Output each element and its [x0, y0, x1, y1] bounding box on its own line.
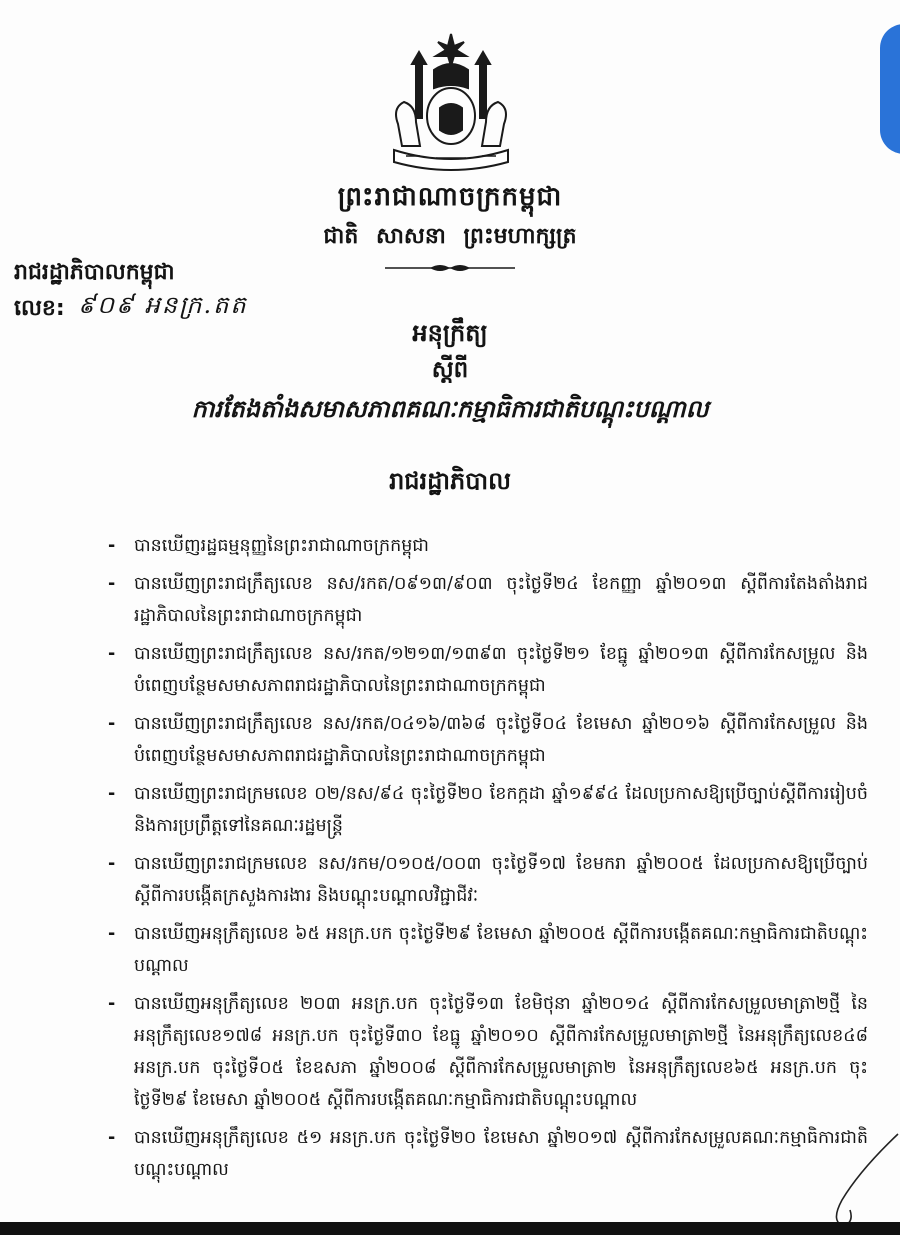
bullet-dash: -	[108, 784, 116, 804]
clause-item	[108, 848, 868, 912]
clause-text: បានឃើញព្រះរាជក្រឹត្យលេខ នស/រកត/០៩១៣/៩០៣ ចុះថ្ងៃទី២៤ ខែកញ្ញា ឆ្នាំ២០១៣ ស្តីពីការតែងតាំងរាជរដ្ឋាភិបាលនៃព្រះរាជាណាចក្រកម្ពុជា	[134, 574, 868, 626]
clause-text: បានឃើញព្រះរាជក្រមលេខ ០២/នស/៩៤ ចុះថ្ងៃទី២០ ខែកក្កដា ឆ្នាំ១៩៩៤ ដែលប្រកាសឱ្យប្រើច្បាប់ស្តីពីការរៀបចំ និងការប្រព្រឹត្តទៅនៃគណៈរដ្ឋមន្ត្រី	[134, 784, 868, 836]
bottom-bar	[0, 1222, 900, 1235]
scroll-indicator[interactable]	[880, 24, 900, 154]
clause-text: បានឃើញអនុក្រឹត្យលេខ ២០៣ អនក្រ.បក ចុះថ្ងៃទី១៣ ខែមិថុនា ឆ្នាំ២០១៤ ស្តីពីការកែសម្រួលមាត្រា២ថ្មី នៃអនុក្រឹត្យលេខ១៧៨ អនក្រ.បក ចុះថ្ងៃទី៣០ ខែធ្នូ ឆ្នាំ២០១០ ស្តីពីការកែសម្រួលមាត្រា២ថ្មី នៃអនុក្រឹត្យលេខ៤៨ អនក្រ.បក ចុះថ្ងៃទី០៥ ខែឧសភា ឆ្នាំ២០០៨ ស្តីពីការកែសម្រួលមាត្រា២ នៃអនុក្រឹត្យលេខ៦៥ អនក្រ.បក ចុះថ្ងៃទី២៩ ខែមេសា ឆ្នាំ២០០៥ ស្តីពីការបង្កើតគណៈកម្មាធិការជាតិបណ្តុះបណ្តាល	[134, 994, 868, 1110]
signature-stroke	[820, 1130, 900, 1230]
bullet-dash: -	[108, 1128, 116, 1148]
ornament-divider	[385, 262, 515, 274]
government-name: រាជរដ្ឋាភិបាលកម្ពុជា	[14, 260, 175, 285]
clause-text: បានឃើញអនុក្រឹត្យលេខ ៦៥ អនក្រ.បក ចុះថ្ងៃទី២៩ ខែមេសា ឆ្នាំ២០០៥ ស្តីពីការបង្កើតគណៈកម្មាធិការជាតិបណ្តុះបណ្តាល	[134, 924, 868, 976]
clause-text: បានឃើញព្រះរាជក្រមលេខ នស/រកម/០១០៥/០០៣ ចុះថ្ងៃទី១៧ ខែមករា ឆ្នាំ២០០៥ ដែលប្រកាសឱ្យប្រើច្បាប់ស្តីពីការបង្កើតក្រសួងការងារ និងបណ្តុះបណ្តាលវិជ្ជាជីវៈ	[134, 854, 868, 906]
kingdom-title: ព្រះរាជាណាចក្រកម្ពុជា	[337, 182, 563, 212]
clause-item	[108, 1122, 868, 1186]
bullet-dash: -	[108, 994, 116, 1014]
document-subject: ការតែងតាំងសមាសភាពគណៈកម្មាធិការជាតិបណ្តុះបណ្តាល	[191, 395, 709, 423]
clause-item	[108, 778, 868, 842]
bullet-dash: -	[108, 924, 116, 944]
document-type: អនុក្រឹត្យ	[412, 319, 488, 347]
preamble-clauses	[108, 530, 868, 1192]
clause-text: បានឃើញព្រះរាជក្រឹត្យលេខ នស/រកត/១២១៣/១៣៩៣ ចុះថ្ងៃទី២១ ខែធ្នូ ឆ្នាំ២០១៣ ស្តីពីការកែសម្រួល និងបំពេញបន្ថែមសមាសភាពរាជរដ្ឋាភិបាលនៃព្រះរាជាណាចក្រកម្ពុជា	[134, 644, 868, 696]
bullet-dash: -	[108, 574, 116, 594]
bullet-dash: -	[108, 536, 116, 556]
kingdom-motto: ជាតិ សាសនា ព្រះមហាក្សត្រ	[323, 224, 577, 249]
clause-item	[108, 568, 868, 632]
bullet-dash: -	[108, 644, 116, 664]
bullet-dash: -	[108, 714, 116, 734]
clause-text: បានឃើញអនុក្រឹត្យលេខ ៥១ អនក្រ.បក ចុះថ្ងៃទី២០ ខែមេសា ឆ្នាំ២០១៧ ស្តីពីការកែសម្រួលគណៈកម្មាធិការជាតិបណ្តុះបណ្តាល	[134, 1128, 868, 1180]
clause-item	[108, 638, 868, 702]
clause-item	[108, 918, 868, 982]
issuer-heading: រាជរដ្ឋាភិបាល	[389, 467, 511, 495]
royal-emblem-icon	[376, 28, 526, 178]
bullet-dash: -	[108, 854, 116, 874]
clause-item	[108, 988, 868, 1116]
decree-number-label: លេខ:	[14, 296, 65, 321]
clause-text: បានឃើញព្រះរាជក្រឹត្យលេខ នស/រកត/០៤១៦/៣៦៨ ចុះថ្ងៃទី០៤ ខែមេសា ឆ្នាំ២០១៦ ស្តីពីការកែសម្រួល និងបំពេញបន្ថែមសមាសភាពរាជរដ្ឋាភិបាលនៃព្រះរាជាណាចក្រកម្ពុជា	[134, 714, 868, 766]
clause-item	[108, 708, 868, 772]
decree-number-value: ៩០៩ អនក្រ.តត	[78, 291, 248, 319]
clause-text: បានឃើញរដ្ឋធម្មនុញ្ញនៃព្រះរាជាណាចក្រកម្ពុជា	[134, 536, 429, 556]
document-about: ស្តីពី	[431, 357, 469, 383]
clause-item	[108, 530, 868, 562]
